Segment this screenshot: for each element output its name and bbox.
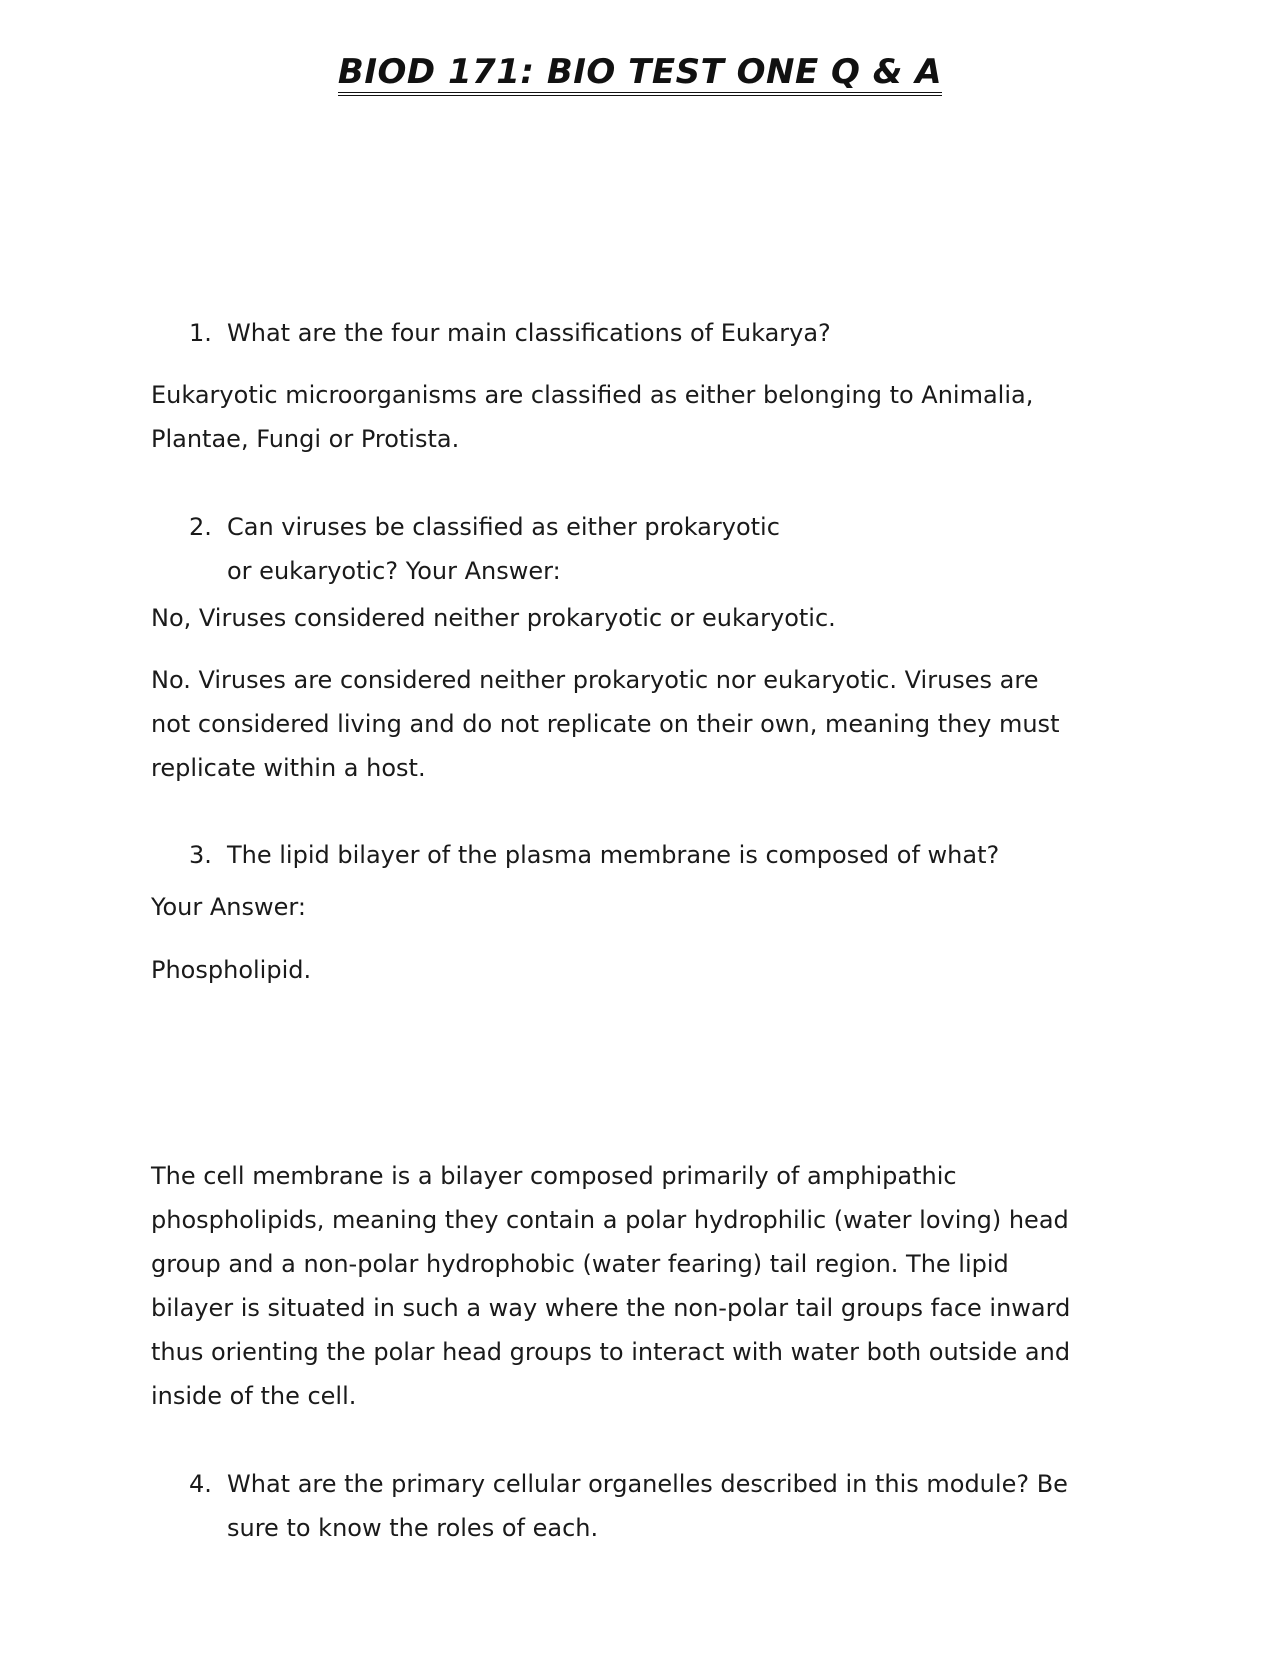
answer-1-line-2: Plantae, Fungi or Protista. [151,425,460,453]
question-2-continued [189,549,1089,593]
question-3-text: The lipid bilayer of the plasma membrane is composed of what? [227,841,1000,869]
answer-3-line-4: bilayer is situated in such a way where the non-polar tail groups face inward [151,1294,1071,1322]
answer-3-line-1: The cell membrane is a bilayer composed primarily of amphipathic [151,1162,957,1190]
question-2-line-2: or eukaryotic? Your Answer: [227,557,561,585]
document-title-text: BIOD 171: BIO TEST ONE Q & A [338,52,942,96]
question-4-continued [189,1506,1149,1550]
answer-3-label: Your Answer: [151,893,306,921]
answer-3-short: Phospholipid. [151,956,312,984]
question-2-line-1: Can viruses be classified as either prokaryotic [227,513,780,541]
answer-2-short: No, Viruses considered neither prokaryotic or eukaryotic. [151,604,836,632]
document-title [0,50,1280,96]
question-1-text: What are the four main classifications of Eukarya? [227,319,831,347]
question-2-number: 2. [189,513,212,541]
answer-2-line-2: not considered living and do not replicate on their own, meaning they must [151,710,1060,738]
question-1 [189,311,1089,355]
question-4-line-2: sure to know the roles of each. [227,1514,599,1542]
question-4-number: 4. [189,1470,212,1498]
answer-2-line-3: replicate within a host. [151,754,426,782]
answer-3-line-6: inside of the cell. [151,1382,357,1410]
question-1-number: 1. [189,319,212,347]
question-4 [189,1462,1149,1506]
question-3 [189,833,1089,877]
answer-3-line-2: phospholipids, meaning they contain a polar hydrophilic (water loving) head [151,1206,1069,1234]
answer-2-line-1: No. Viruses are considered neither prokaryotic nor eukaryotic. Viruses are [151,666,1039,694]
question-2 [189,505,1089,549]
answer-3-line-5: thus orienting the polar head groups to interact with water both outside and [151,1338,1071,1366]
question-3-number: 3. [189,841,212,869]
answer-3-line-3: group and a non-polar hydrophobic (water fearing) tail region. The lipid [151,1250,1009,1278]
answer-1-line-1: Eukaryotic microorganisms are classified as either belonging to Animalia, [151,381,1034,409]
question-4-line-1: What are the primary cellular organelles described in this module? Be [227,1470,1068,1498]
